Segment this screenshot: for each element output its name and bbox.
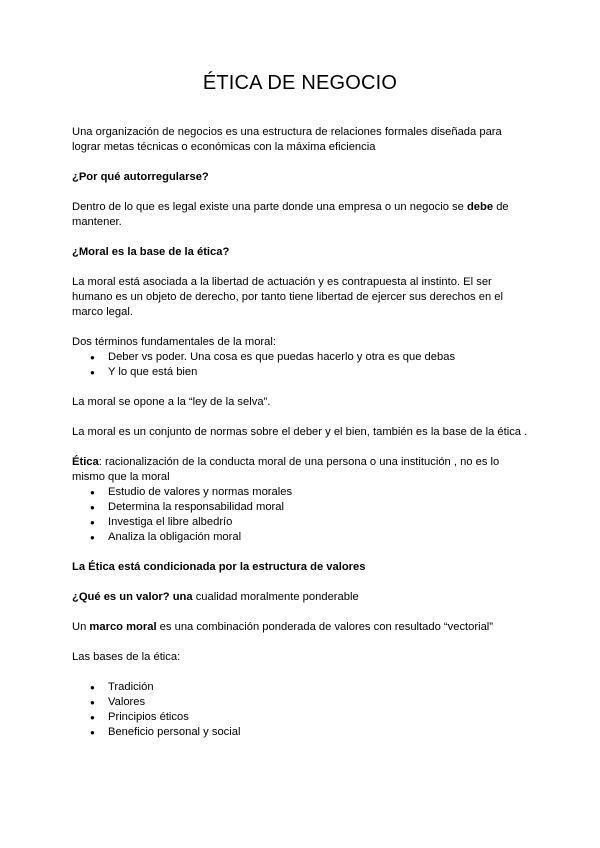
document-body: [72, 125, 532, 740]
list-item: ● Determina la responsabilidad moral: [94, 500, 532, 515]
list-item: ● Y lo que está bien: [94, 365, 532, 380]
legal-text-bold: debe: [466, 201, 494, 213]
legal-paragraph: [72, 200, 532, 230]
valor-answer: cualidad moralmente ponderable: [192, 591, 359, 603]
bases-paragraph: Las bases de la ética:: [72, 651, 181, 663]
heading-condicionada: La Ética está condicionada por la estructura de valores: [72, 561, 366, 573]
dos-terminos-paragraph: Dos términos fundamentales de la moral:: [72, 336, 276, 348]
etica-definition: [72, 455, 532, 485]
marco-text-bold: marco moral: [89, 621, 157, 633]
valor-question: ¿Qué es un valor? una: [72, 591, 193, 603]
legal-text-b: de mantener.: [72, 201, 509, 228]
list-item: ● Beneficio personal y social: [94, 725, 532, 740]
heading-autorregularse: ¿Por qué autorregularse?: [72, 171, 209, 183]
heading-moral-base: ¿Moral es la base de la ética?: [72, 246, 230, 258]
list-item: ● Tradición: [94, 680, 532, 695]
terminos-list: [72, 350, 532, 380]
marco-text-a: Un: [72, 621, 90, 633]
intro-paragraph: Una organización de negocios es una estructura de relaciones formales diseñada para lograr metas técnicas o económicas con la máxima eficiencia: [72, 126, 502, 153]
selva-paragraph: La moral se opone a la “ley de la selva”.: [72, 396, 271, 408]
etica-label: Ética: [72, 456, 99, 468]
marco-text-b: es una combinación ponderada de valores con resultado “vectorial”: [156, 621, 494, 633]
moral-libertad-paragraph: La moral está asociada a la libertad de actuación y es contrapuesta al instinto. El ser humano es un objeto de derecho, por tanto tiene libertad de ejercer sus derechos en el marco legal.: [72, 276, 504, 318]
legal-text-a: Dentro de lo que es legal existe una parte donde una empresa o un negocio se: [72, 201, 464, 213]
list-item: ● Deber vs poder. Una cosa es que puedas hacerlo y otra es que debas: [94, 350, 532, 365]
list-item: ● Analiza la obligación moral: [94, 530, 532, 545]
list-item: ● Estudio de valores y normas morales: [94, 485, 532, 500]
conjunto-paragraph: La moral es un conjunto de normas sobre el deber y el bien, también es la base de la ética .: [72, 426, 528, 438]
bases-list: [72, 680, 532, 740]
document-title: ÉTICA DE NEGOCIO: [202, 72, 398, 94]
list-item: ● Investiga el libre albedrío: [94, 515, 532, 530]
etica-list: [72, 485, 532, 545]
list-item: ● Principios éticos: [94, 710, 532, 725]
valor-paragraph: [72, 590, 532, 605]
list-item: ● Valores: [94, 695, 532, 710]
marco-paragraph: [72, 620, 532, 635]
etica-def-text: : racionalización de la conducta moral de una persona o una institución , no es lo mismo que la moral: [72, 456, 500, 483]
